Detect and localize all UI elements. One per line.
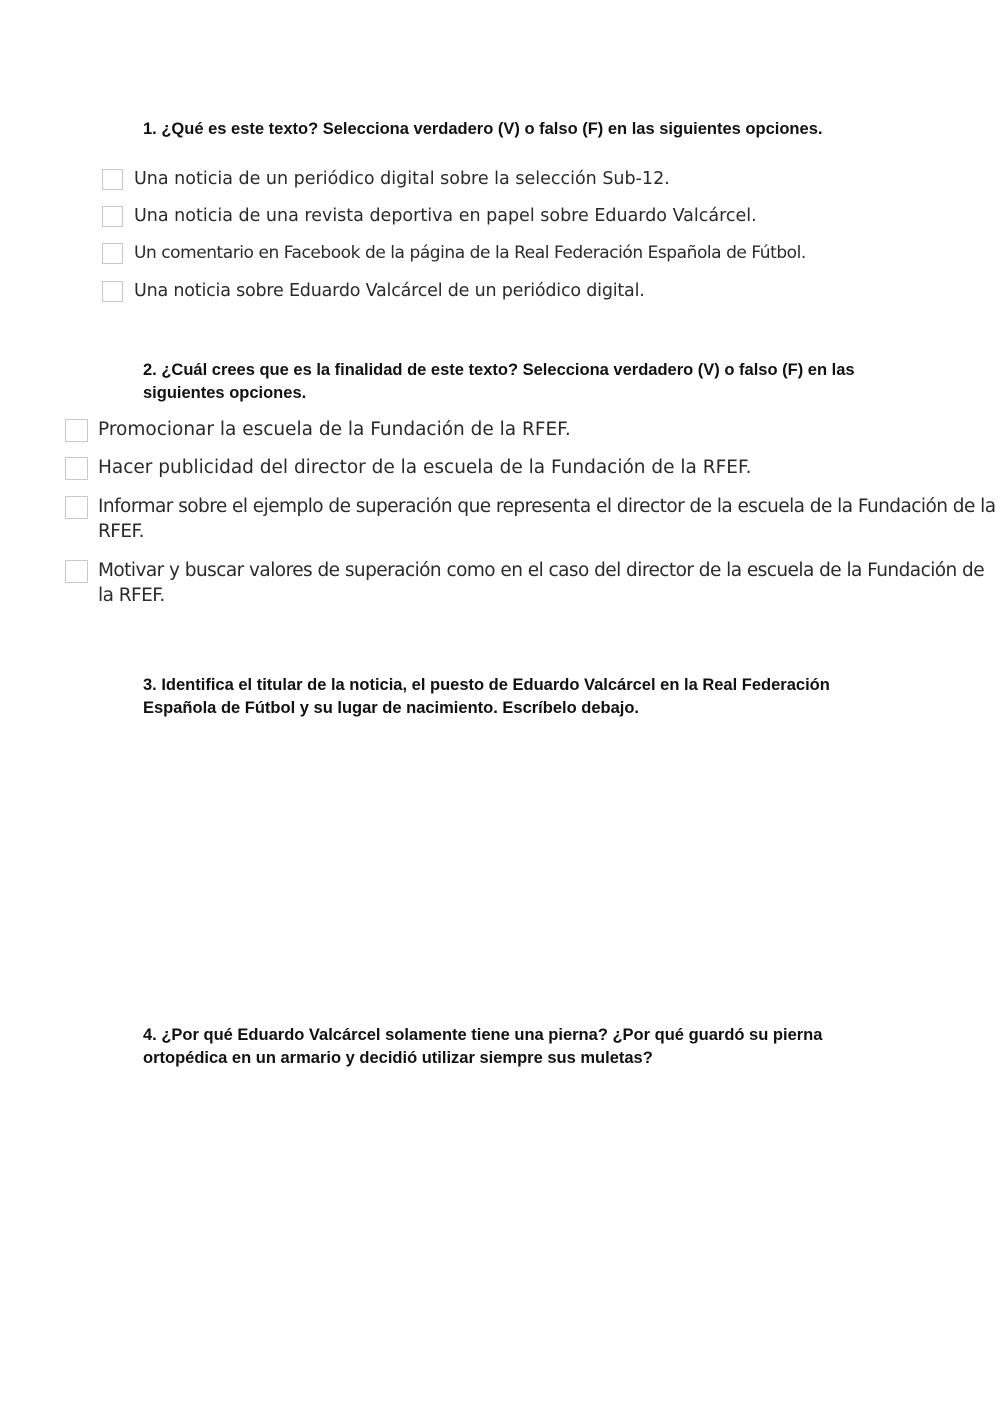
option-label: Una noticia sobre Eduardo Valcárcel de un periódico digital. bbox=[134, 281, 645, 301]
checkbox[interactable] bbox=[65, 496, 88, 519]
question-4-prompt: 4. ¿Por qué Eduardo Valcárcel solamente tiene una pierna? ¿Por qué guardó su pierna ortopédica en un armario y decidió utilizar siempre sus muletas? bbox=[143, 1026, 823, 1067]
checkbox[interactable] bbox=[102, 169, 123, 190]
option-label: Una noticia de un periódico digital sobre la selección Sub-12. bbox=[134, 169, 670, 189]
option-label: Una noticia de una revista deportiva en papel sobre Eduardo Valcárcel. bbox=[134, 206, 757, 226]
checkbox[interactable] bbox=[102, 206, 123, 227]
checkbox[interactable] bbox=[65, 457, 88, 480]
option-label: Motivar y buscar valores de superación como en el caso del director de la escuela de la Fundación de la RFEF. bbox=[98, 560, 985, 606]
question-4-answer-area[interactable] bbox=[143, 1080, 903, 1380]
option-label: Promocionar la escuela de la Fundación de la RFEF. bbox=[98, 419, 571, 440]
question-1-option-3[interactable] bbox=[102, 243, 862, 269]
checkbox[interactable] bbox=[102, 243, 123, 264]
question-2-option-4[interactable] bbox=[65, 560, 1000, 614]
checkbox[interactable] bbox=[65, 560, 88, 583]
question-2-option-2[interactable] bbox=[65, 457, 1000, 485]
question-2-prompt: 2. ¿Cuál crees que es la finalidad de este texto? Selecciona verdadero (V) o falso (F) en las siguientes opciones. bbox=[143, 361, 855, 402]
checkbox[interactable] bbox=[65, 419, 88, 442]
question-1-option-1[interactable] bbox=[102, 169, 862, 195]
option-label: Hacer publicidad del director de la escuela de la Fundación de la RFEF. bbox=[98, 457, 752, 478]
question-2-option-3[interactable] bbox=[65, 496, 1000, 550]
option-label: Un comentario en Facebook de la página de la Real Federación Española de Fútbol. bbox=[134, 243, 806, 263]
question-3-answer-area[interactable] bbox=[143, 730, 903, 1000]
question-1-option-2[interactable] bbox=[102, 206, 862, 232]
checkbox[interactable] bbox=[102, 281, 123, 302]
question-3-prompt: 3. Identifica el titular de la noticia, el puesto de Eduardo Valcárcel en la Real Federación Española de Fútbol y su lugar de nacimiento. Escríbelo debajo. bbox=[143, 676, 830, 717]
question-2-option-1[interactable] bbox=[65, 419, 1000, 447]
question-1-prompt: 1. ¿Qué es este texto? Selecciona verdadero (V) o falso (F) en las siguientes opciones. bbox=[143, 120, 823, 138]
question-1-option-4[interactable] bbox=[102, 281, 862, 307]
option-label: Informar sobre el ejemplo de superación que representa el director de la escuela de la Fundación de la RFEF. bbox=[98, 496, 996, 542]
